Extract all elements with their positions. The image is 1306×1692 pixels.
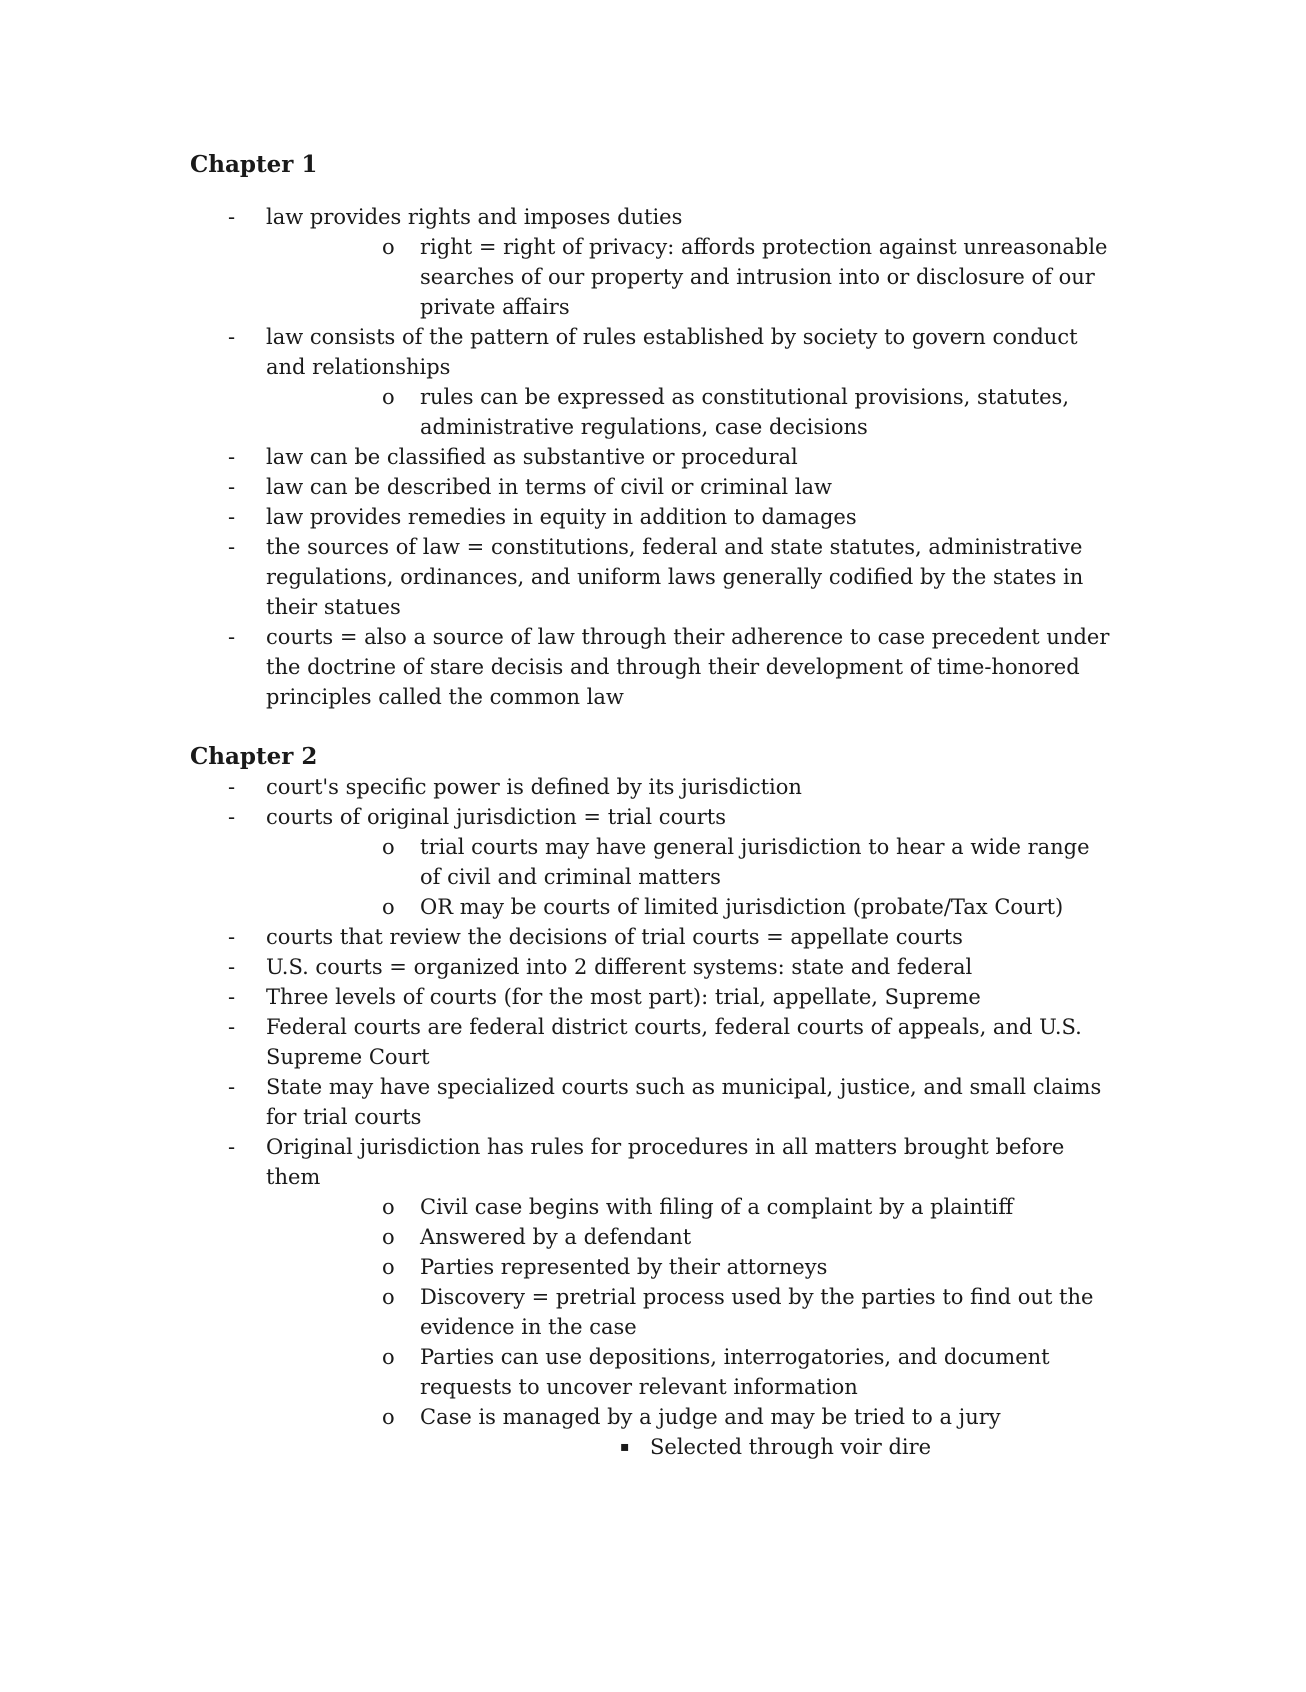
list-item-text: law provides remedies in equity in addition to damages (266, 505, 857, 529)
list-item-text: law provides rights and imposes duties (266, 205, 683, 229)
list-item-text: law can be described in terms of civil or criminal law (266, 475, 832, 499)
circle-bullet: o (382, 385, 395, 409)
list-item-text: State may have specialized courts such as municipal, justice, and small claims for trial courts (266, 1075, 1102, 1129)
dash-bullet: - (228, 925, 236, 949)
list-item (190, 952, 1110, 982)
list-item (190, 772, 1110, 802)
list-item-text: the sources of law = constitutions, federal and state statutes, administrative regulations, ordinances, and uniform laws generally codified by the states in their statues (266, 535, 1084, 619)
sub-list (266, 382, 1110, 442)
chapter-heading: Chapter 2 (190, 743, 318, 770)
list-item-text: courts = also a source of law through their adherence to case precedent under the doctrine of stare decisis and through their development of time-honored principles called the common law (266, 625, 1110, 709)
sub-list (266, 1192, 1110, 1462)
dash-bullet: - (228, 325, 236, 349)
sub-list-item (266, 892, 1110, 922)
sub-list-item (266, 1192, 1110, 1222)
sub-list-item-text: OR may be courts of limited jurisdiction (probate/Tax Court) (420, 895, 1064, 919)
list-item (190, 1012, 1110, 1072)
sub-list-item (266, 1342, 1110, 1402)
chapter-2-section (190, 742, 1110, 1462)
dash-bullet: - (228, 985, 236, 1009)
sub-sub-list-item (420, 1432, 1110, 1462)
dash-bullet: - (228, 505, 236, 529)
sub-list-item (266, 1222, 1110, 1252)
circle-bullet: o (382, 1195, 395, 1219)
dash-bullet: - (228, 805, 236, 829)
list-item-text: Original jurisdiction has rules for procedures in all matters brought before them (266, 1135, 1065, 1189)
list-item-text: court's specific power is defined by its jurisdiction (266, 775, 802, 799)
sub-sub-list (420, 1432, 1110, 1462)
sub-sub-list-item-text: Selected through voir dire (650, 1435, 932, 1459)
list-item (190, 502, 1110, 532)
circle-bullet: o (382, 835, 395, 859)
bullet-list (190, 202, 1110, 712)
sub-list-item-text: Case is managed by a judge and may be tried to a jury (420, 1405, 1001, 1429)
sub-list-item (266, 1282, 1110, 1342)
sub-list-item-text: right = right of privacy: affords protection against unreasonable searches of our property and intrusion into or disclosure of our private affairs (420, 235, 1108, 319)
list-item-text: Three levels of courts (for the most part): trial, appellate, Supreme (266, 985, 981, 1009)
square-bullet: ▪ (620, 1439, 630, 1455)
circle-bullet: o (382, 1345, 395, 1369)
circle-bullet: o (382, 895, 395, 919)
list-item (190, 1132, 1110, 1462)
sub-list-item-text: trial courts may have general jurisdiction to hear a wide range of civil and criminal matters (420, 835, 1090, 889)
dash-bullet: - (228, 1075, 236, 1099)
dash-bullet: - (228, 1135, 236, 1159)
dash-bullet: - (228, 625, 236, 649)
list-item (190, 472, 1110, 502)
list-item (190, 922, 1110, 952)
sub-list-item-text: Answered by a defendant (420, 1225, 692, 1249)
circle-bullet: o (382, 235, 395, 259)
document-body (190, 150, 1110, 1462)
dash-bullet: - (228, 535, 236, 559)
circle-bullet: o (382, 1285, 395, 1309)
dash-bullet: - (228, 955, 236, 979)
sub-list-item (266, 832, 1110, 892)
list-item-text: law can be classified as substantive or procedural (266, 445, 798, 469)
bullet-list (190, 772, 1110, 1462)
sub-list-item (266, 1252, 1110, 1282)
chapter-heading: Chapter 1 (190, 151, 318, 178)
list-item-text: Federal courts are federal district courts, federal courts of appeals, and U.S. Supreme Court (266, 1015, 1082, 1069)
list-item (190, 802, 1110, 922)
list-item (190, 442, 1110, 472)
sub-list-item (266, 232, 1110, 322)
list-item-text: courts that review the decisions of trial courts = appellate courts (266, 925, 963, 949)
dash-bullet: - (228, 205, 236, 229)
chapter-1-section (190, 150, 1110, 712)
dash-bullet: - (228, 475, 236, 499)
circle-bullet: o (382, 1225, 395, 1249)
sub-list-item-text: Parties represented by their attorneys (420, 1255, 828, 1279)
dash-bullet: - (228, 1015, 236, 1039)
dash-bullet: - (228, 445, 236, 469)
sub-list-item-text: rules can be expressed as constitutional provisions, statutes, administrative regulations, case decisions (420, 385, 1070, 439)
list-item-text: courts of original jurisdiction = trial courts (266, 805, 726, 829)
list-item-text: law consists of the pattern of rules established by society to govern conduct and relationships (266, 325, 1078, 379)
list-item-text: U.S. courts = organized into 2 different systems: state and federal (266, 955, 973, 979)
list-item (190, 322, 1110, 442)
sub-list-item-text: Discovery = pretrial process used by the parties to find out the evidence in the case (420, 1285, 1094, 1339)
list-item (190, 532, 1110, 622)
list-item (190, 1072, 1110, 1132)
circle-bullet: o (382, 1405, 395, 1429)
sub-list-item (266, 382, 1110, 442)
list-item (190, 622, 1110, 712)
sub-list-item-text: Parties can use depositions, interrogatories, and document requests to uncover relevant information (420, 1345, 1050, 1399)
dash-bullet: - (228, 775, 236, 799)
circle-bullet: o (382, 1255, 395, 1279)
sub-list-item (266, 1402, 1110, 1462)
sub-list (266, 832, 1110, 922)
sub-list (266, 232, 1110, 322)
list-item (190, 982, 1110, 1012)
list-item (190, 202, 1110, 322)
sub-list-item-text: Civil case begins with filing of a complaint by a plaintiff (420, 1195, 1014, 1219)
